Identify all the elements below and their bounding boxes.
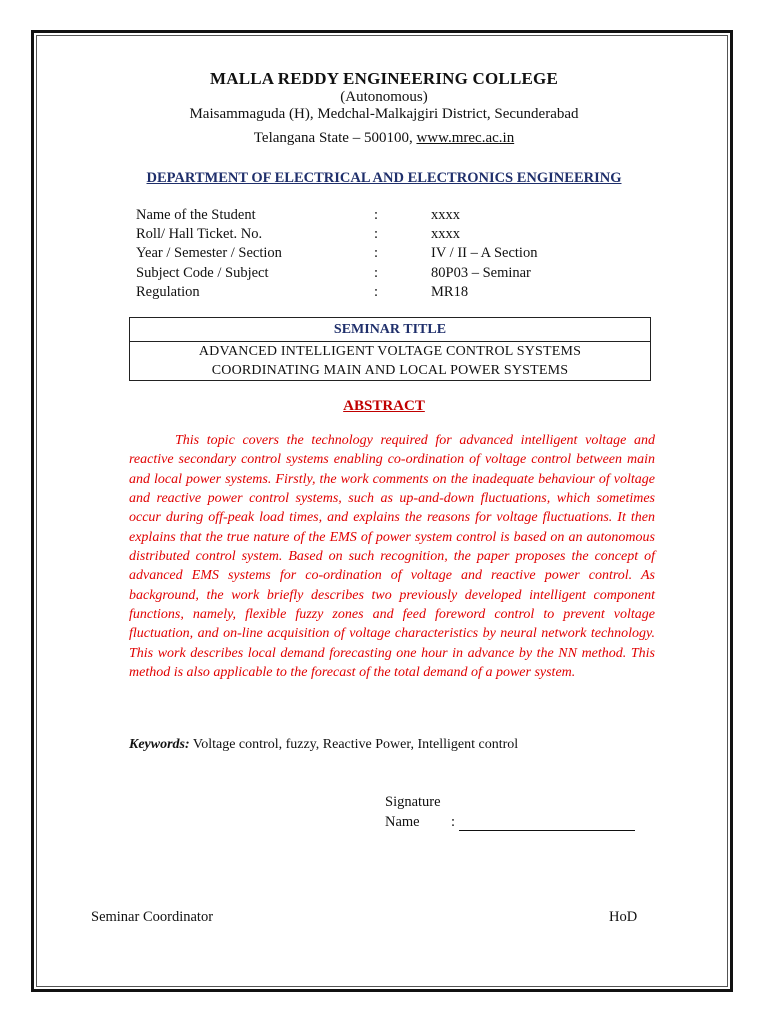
seminar-title-line-1: ADVANCED INTELLIGENT VOLTAGE CONTROL SYSTEMS: [198, 344, 582, 359]
info-label: Name of the Student: [136, 207, 256, 223]
department-name: DEPARTMENT OF ELECTRICAL AND ELECTRONICS ENGINEERING: [146, 170, 622, 186]
college-status: (Autonomous): [340, 89, 428, 105]
keywords: [129, 737, 518, 753]
info-colon: :: [374, 226, 379, 243]
seminar-title-box: [129, 317, 651, 381]
seminar-title-line-2: COORDINATING MAIN AND LOCAL POWER SYSTEMS: [211, 363, 569, 378]
name-label: Name: [385, 814, 420, 830]
seminar-title-heading: SEMINAR TITLE: [130, 318, 650, 342]
info-label: Year / Semester / Section: [136, 245, 282, 262]
info-label: Regulation: [136, 283, 200, 300]
signature-label: Signature: [385, 794, 441, 810]
info-label: Roll/ Hall Ticket. No.: [136, 226, 263, 243]
info-label: Subject Code / Subject: [136, 264, 269, 281]
seminar-coordinator-label: Seminar Coordinator: [91, 909, 214, 925]
info-colon: :: [374, 207, 379, 223]
address-line-2: [0, 130, 768, 147]
info-row-roll-number: [136, 226, 656, 245]
info-colon: :: [374, 264, 379, 281]
info-row-subject: [136, 265, 656, 284]
info-value: xxxx: [431, 207, 460, 223]
keywords-label: Keywords:: [129, 737, 190, 752]
keywords-text: Voltage control, fuzzy, Reactive Power, Intelligent control: [189, 737, 519, 752]
info-row-regulation: [136, 284, 656, 303]
info-colon: :: [374, 283, 379, 300]
hod-label: HoD: [609, 909, 638, 925]
abstract-text: This topic covers the technology required for advanced intelligent voltage and reactive secondary control systems enabling co-ordination of voltage control between main and local power systems. Firstly, the work comments on the inadequate behaviour of voltage and reactive power control systems, such as up-and-down fluctuations, which sometimes occur during off-peak load times, and explains the reasons for voltage fluctuations. It then explains that the true nature of the EMS of power system control is based on an autonomous distributed control system. Based on such recognition, the paper proposes the concept of advanced EMS systems for co-ordination of voltage and reactive power control. As background, the work briefly describes two previously developed intelligent component functions, namely, flexible fuzzy zones and feed foreword control to prevent voltage fluctuation, and on-line acquisition of voltage characteristics by neural network technology. This work describes local demand forecasting one hour in advance by the NN method. This method is also applicable to the forecast of the total demand of a power system.: [129, 433, 655, 681]
college-name: MALLA REDDY ENGINEERING COLLEGE: [210, 69, 558, 88]
name-blank-line: [459, 830, 635, 831]
name-colon: :: [451, 814, 456, 830]
info-value: IV / II – A Section: [431, 245, 538, 262]
address-line-1: Maisammaguda (H), Medchal-Malkajgiri District, Secunderabad: [189, 106, 579, 122]
info-value: xxxx: [431, 226, 460, 243]
info-colon: :: [374, 245, 379, 262]
address-state: Telangana State – 500100,: [253, 130, 417, 146]
student-info-table: [136, 207, 656, 303]
abstract-heading: ABSTRACT: [343, 398, 425, 414]
website-link[interactable]: www.mrec.ac.in: [416, 130, 515, 146]
info-value: MR18: [431, 283, 469, 300]
info-value: 80P03 – Seminar: [431, 264, 531, 281]
info-row-year-semester: [136, 245, 656, 264]
info-row-student-name: [136, 207, 656, 226]
